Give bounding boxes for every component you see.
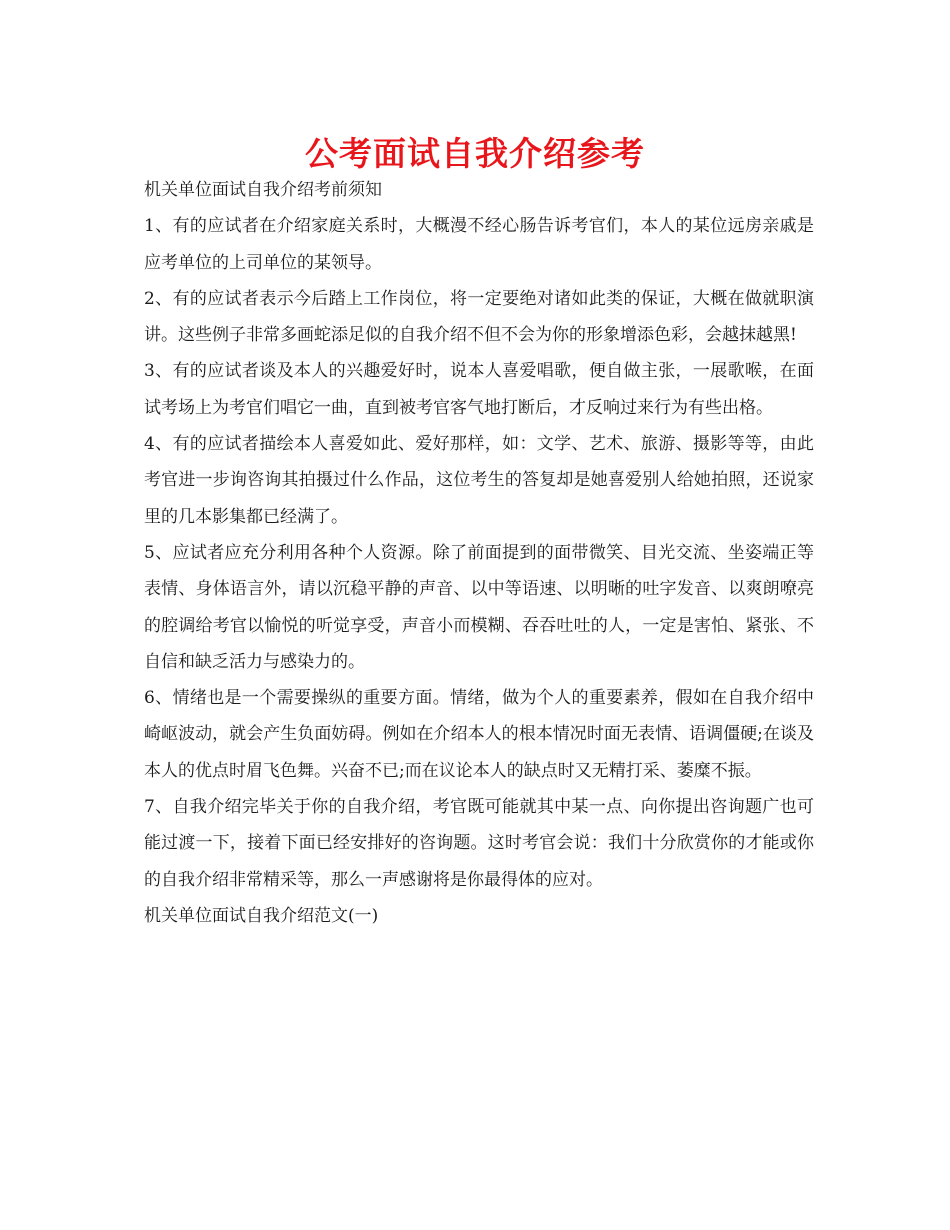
paragraph-1: 1、有的应试者在介绍家庭关系时，大概漫不经心肠告诉考官们，本人的某位远房亲戚是应考单位的上司单位的某领导。	[144, 216, 814, 273]
paragraph-2: 2、有的应试者表示今后踏上工作岗位，将一定要绝对诸如此类的保证，大概在做就职演讲。这些例子非常多画蛇添足似的自我介绍不但不会为你的形象增添色彩，会越抹越黑!	[144, 288, 814, 346]
paragraph-3: 3、有的应试者谈及本人的兴趣爱好时，说本人喜爱唱歌，便自做主张，一展歌喉，在面试考场上为考官们唱它一曲，直到被考官客气地打断后，才反响过来行为有些出格。	[144, 361, 814, 418]
paragraph-5: 5、应试者应充分利用各种个人资源。除了前面提到的面带微笑、目光交流、坐姿端正等表情、身体语言外，请以沉稳平静的声音、以中等语速、以明晰的吐字发音、以爽朗嘹亮的腔调给考官以愉悦的听觉享受，声音小而模糊、吞吞吐吐的人，一定是害怕、紧张、不自信和缺乏活力与感染力的。	[144, 542, 814, 672]
document-body	[144, 172, 814, 934]
page-title: 公考面试自我介绍参考	[305, 134, 645, 173]
paragraph-7: 7、自我介绍完毕关于你的自我介绍，考官既可能就其中某一点、向你提出咨询题广也可能过渡一下，接着下面已经安排好的咨询题。这时考官会说：我们十分欣赏你的才能或你的自我介绍非常精采等，那么一声感谢将是你最得体的应对。	[144, 797, 814, 890]
paragraph-6: 6、情绪也是一个需要操纵的重要方面。情绪，做为个人的重要素养，假如在自我介绍中崎岖波动，就会产生负面妨碍。例如在介绍本人的根本情况时面无表情、语调僵硬;在谈及本人的优点时眉飞色舞。兴奋不已;而在议论本人的缺点时又无精打采、萎糜不振。	[144, 688, 814, 781]
paragraph-4: 4、有的应试者描绘本人喜爱如此、爱好那样，如：文学、艺术、旅游、摄影等等，由此考官进一步询咨询其拍摄过什么作品，这位考生的答复却是她喜爱别人给她拍照，还说家里的几本影集都已经满了。	[144, 434, 814, 527]
section-heading: 机关单位面试自我介绍考前须知	[144, 180, 382, 200]
closing-heading: 机关单位面试自我介绍范文(一)	[144, 905, 379, 926]
